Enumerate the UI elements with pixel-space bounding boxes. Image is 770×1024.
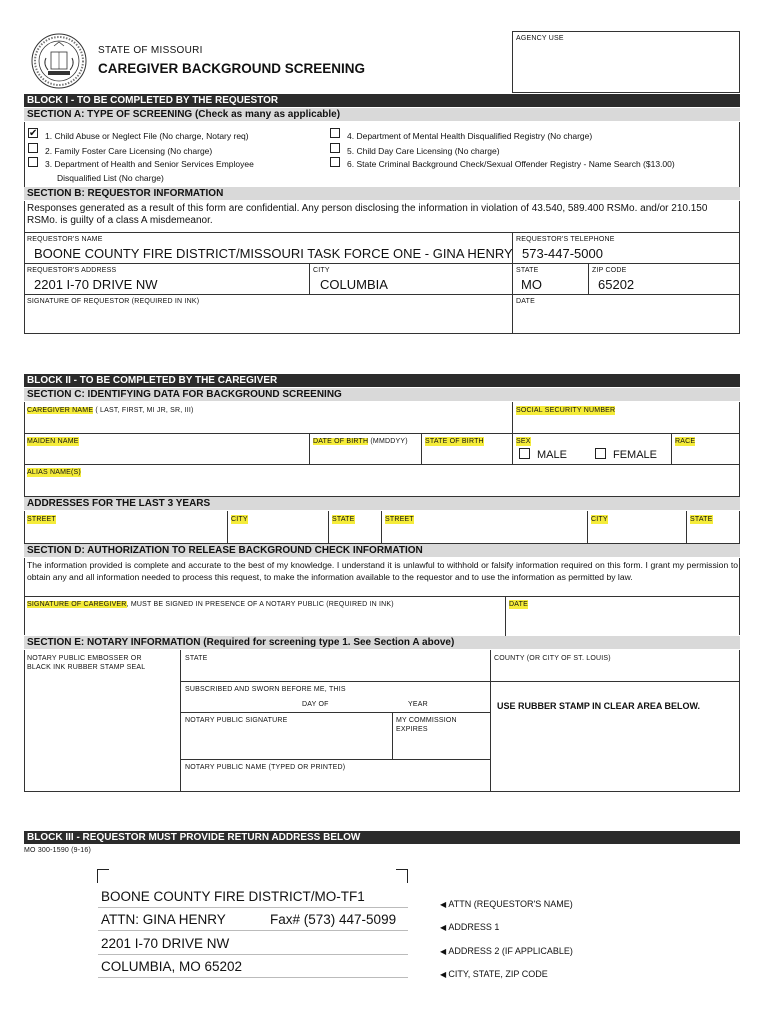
hint-address1: ◀ ADDRESS 1 bbox=[440, 922, 500, 932]
requestor-city-field[interactable]: COLUMBIA bbox=[320, 277, 388, 292]
requestor-phone-field[interactable]: 573-447-5000 bbox=[522, 246, 603, 261]
address-corner-tr bbox=[396, 869, 408, 883]
notary-name-label: NOTARY PUBLIC NAME (TYPED OR PRINTED) bbox=[185, 764, 346, 771]
screening-6-label: 6. State Criminal Background Check/Sexual Offender Registry - Name Search ($13.00) bbox=[347, 159, 675, 169]
checkbox-screening-6[interactable] bbox=[330, 157, 340, 167]
state-of-birth-label: STATE OF BIRTH bbox=[425, 438, 484, 445]
screening-2-label: 2. Family Foster Care Licensing (No charge) bbox=[45, 146, 213, 156]
return-address-line-2[interactable]: ATTN: GINA HENRY bbox=[101, 912, 226, 927]
year-label: YEAR bbox=[408, 701, 428, 708]
checkbox-screening-4[interactable] bbox=[330, 128, 340, 138]
address-city-label: CITY bbox=[231, 516, 248, 523]
requestor-address-field[interactable]: 2201 I-70 DRIVE NW bbox=[34, 277, 158, 292]
screening-5-label: 5. Child Day Care Licensing (No charge) bbox=[347, 146, 500, 156]
notary-signature-label: NOTARY PUBLIC SIGNATURE bbox=[185, 717, 288, 724]
sectionD-title: SECTION D: AUTHORIZATION TO RELEASE BACKGROUND CHECK INFORMATION bbox=[24, 544, 740, 557]
sectionC-title: SECTION C: IDENTIFYING DATA FOR BACKGROUND SCREENING bbox=[24, 388, 740, 401]
address-state-label: STATE bbox=[332, 516, 355, 523]
requestor-signature-field[interactable] bbox=[28, 307, 508, 331]
state-seal bbox=[30, 32, 88, 90]
alias-field[interactable] bbox=[28, 478, 736, 494]
checkbox-screening-2[interactable] bbox=[28, 143, 38, 153]
sworn-label: SUBSCRIBED AND SWORN BEFORE ME, THIS bbox=[185, 686, 346, 693]
sectionD-text: The information provided is complete and accurate to the best of my knowledge. I understand it is unlawful to withhold or falsify information required on this form. I grant my permission to obtain any and all information needed to process this request, to make the information available to the requestor and to use the information as permitted by law. bbox=[27, 560, 738, 582]
checkbox-female[interactable] bbox=[595, 448, 606, 459]
dob-label: DATE OF BIRTH (MMDDYY) bbox=[313, 438, 408, 445]
caregiver-date-label: DATE bbox=[509, 601, 528, 608]
male-label: MALE bbox=[537, 449, 567, 461]
commission-expires-label: MY COMMISSION EXPIRES bbox=[396, 717, 457, 733]
race-label: RACE bbox=[675, 438, 696, 445]
requestor-address-label: REQUESTOR'S ADDRESS bbox=[27, 267, 117, 274]
hint-city-state-zip: ◀ CITY, STATE, ZIP CODE bbox=[440, 969, 548, 979]
sectionB-title: SECTION B: REQUESTOR INFORMATION bbox=[24, 187, 740, 200]
checkbox-male[interactable] bbox=[519, 448, 530, 459]
screening-1-label: 1. Child Abuse or Neglect File (No charge, Notary req) bbox=[45, 131, 249, 141]
return-address-line-1[interactable]: BOONE COUNTY FIRE DISTRICT/MO-TF1 bbox=[101, 889, 365, 904]
requestor-phone-label: REQUESTOR'S TELEPHONE bbox=[516, 236, 615, 243]
rubber-stamp-note: USE RUBBER STAMP IN CLEAR AREA BELOW. bbox=[497, 701, 701, 711]
agency-use-label: AGENCY USE bbox=[516, 35, 564, 42]
requestor-state-label: STATE bbox=[516, 267, 539, 274]
day-of-label: DAY OF bbox=[302, 701, 329, 708]
triangle-left-icon: ◀ bbox=[440, 947, 449, 956]
requestor-name-label: REQUESTOR'S NAME bbox=[27, 236, 103, 243]
address-corner-tl bbox=[97, 869, 109, 883]
requestor-zip-field[interactable]: 65202 bbox=[598, 277, 635, 292]
hint-attn: ◀ ATTN (REQUESTOR'S NAME) bbox=[440, 899, 573, 909]
caregiver-signature-field[interactable] bbox=[28, 611, 500, 633]
requestor-date-field[interactable] bbox=[516, 307, 736, 331]
checkbox-screening-1[interactable]: ✔ bbox=[29, 128, 38, 139]
requestor-name-field[interactable]: BOONE COUNTY FIRE DISTRICT/MISSOURI TASK FORCE ONE - GINA HENRY bbox=[34, 246, 513, 261]
requestor-date-label: DATE bbox=[516, 298, 535, 305]
return-address-line-3[interactable]: 2201 I-70 DRIVE NW bbox=[101, 936, 230, 951]
ssn-field[interactable] bbox=[516, 416, 736, 432]
screening-3-label-cont: Disqualified List (No charge) bbox=[57, 173, 164, 183]
sectionA-title: SECTION A: TYPE OF SCREENING (Check as many as applicable) bbox=[24, 108, 740, 121]
block3-title: BLOCK III - REQUESTOR MUST PROVIDE RETURN ADDRESS BELOW bbox=[24, 831, 740, 844]
sectionB-notice: Responses generated as a result of this form are confidential. Any person disclosing the information in violation of 43.540, 589.400 RSMo. and/or 210.150 RSMo. is guilty of a class A misdemeanor. bbox=[27, 203, 708, 226]
notary-embosser-label: NOTARY PUBLIC EMBOSSER OR BLACK INK RUBBER STAMP SEAL bbox=[27, 655, 146, 671]
caregiver-name-field[interactable] bbox=[28, 416, 508, 432]
notary-county-label: COUNTY (OR CITY OF ST. LOUIS) bbox=[494, 655, 611, 662]
state-name: STATE OF MISSOURI bbox=[98, 45, 203, 56]
form-title: CAREGIVER BACKGROUND SCREENING bbox=[98, 61, 366, 76]
triangle-left-icon: ◀ bbox=[440, 900, 449, 909]
triangle-left-icon: ◀ bbox=[440, 970, 449, 979]
checkbox-screening-3[interactable] bbox=[28, 157, 38, 167]
block1-title: BLOCK I - TO BE COMPLETED BY THE REQUESTOR bbox=[24, 94, 740, 107]
sectionE-title: SECTION E: NOTARY INFORMATION (Required for screening type 1. See Section A above) bbox=[24, 636, 740, 649]
return-fax: Fax# (573) 447-5099 bbox=[270, 912, 397, 927]
requestor-state-field[interactable]: MO bbox=[521, 277, 542, 292]
triangle-left-icon: ◀ bbox=[440, 923, 449, 932]
caregiver-signature-label: SIGNATURE OF CAREGIVER, MUST BE SIGNED IN PRESENCE OF A NOTARY PUBLIC (REQUIRED IN INK) bbox=[27, 601, 394, 608]
ssn-label: SOCIAL SECURITY NUMBER bbox=[516, 407, 616, 414]
hint-address2: ◀ ADDRESS 2 (IF APPLICABLE) bbox=[440, 946, 573, 956]
checkbox-screening-5[interactable] bbox=[330, 143, 340, 153]
screening-3-label: 3. Department of Health and Senior Services Employee bbox=[45, 159, 254, 169]
address2-street-label: STREET bbox=[385, 516, 414, 523]
sex-label: SEX bbox=[516, 438, 531, 445]
caregiver-date-field[interactable] bbox=[509, 611, 737, 633]
requestor-city-label: CITY bbox=[313, 267, 330, 274]
requestor-zip-label: ZIP CODE bbox=[592, 267, 627, 274]
notary-state-label: STATE bbox=[185, 655, 208, 662]
block2-title: BLOCK II - TO BE COMPLETED BY THE CAREGIVER bbox=[24, 374, 740, 387]
maiden-name-label: MAIDEN NAME bbox=[27, 438, 79, 445]
requestor-signature-label: SIGNATURE OF REQUESTOR (REQUIRED IN INK) bbox=[27, 298, 200, 305]
screening-4-label: 4. Department of Mental Health Disqualified Registry (No charge) bbox=[347, 131, 593, 141]
address-street-label: STREET bbox=[27, 516, 56, 523]
address2-state-label: STATE bbox=[690, 516, 713, 523]
return-address-line-4[interactable]: COLUMBIA, MO 65202 bbox=[101, 959, 243, 974]
addresses-grid bbox=[24, 511, 740, 544]
addresses-title: ADDRESSES FOR THE LAST 3 YEARS bbox=[24, 497, 740, 510]
female-label: FEMALE bbox=[613, 449, 658, 461]
alias-label: ALIAS NAME(S) bbox=[27, 469, 81, 476]
address2-city-label: CITY bbox=[591, 516, 608, 523]
caregiver-name-label: CAREGIVER NAME ( LAST, FIRST, MI JR, SR, III) bbox=[27, 407, 194, 414]
form-number: MO 300-1590 (9-16) bbox=[24, 847, 92, 854]
